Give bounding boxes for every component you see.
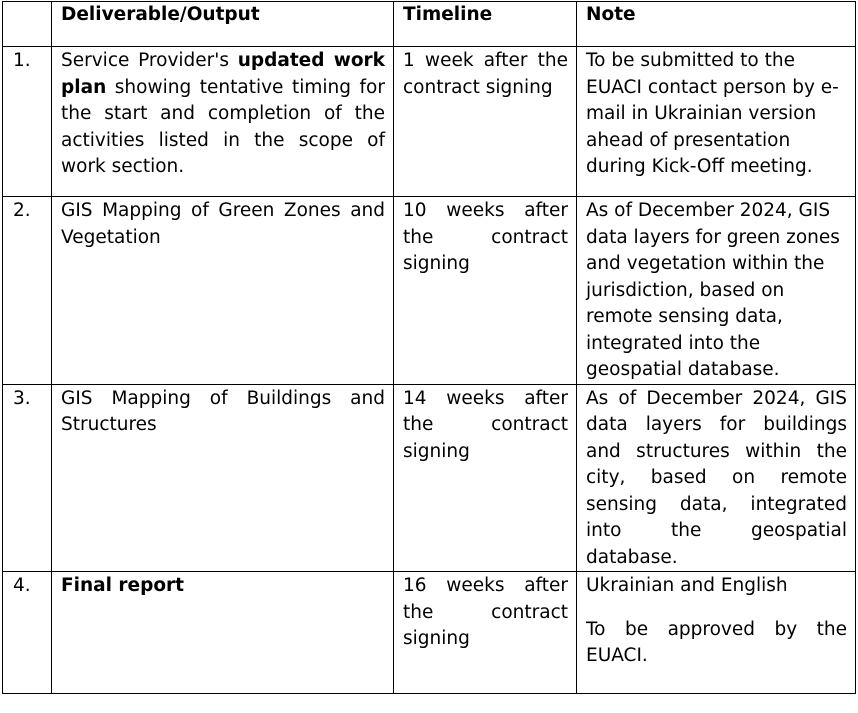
row-number: 4. bbox=[3, 572, 52, 694]
row-number: 1. bbox=[3, 47, 52, 197]
table-row bbox=[3, 572, 856, 694]
header-number bbox=[3, 2, 52, 47]
deliverable-emphasis: updated work plan bbox=[61, 50, 385, 98]
deliverable-emphasis: Final report bbox=[61, 575, 185, 596]
header-timeline: Timeline bbox=[394, 2, 577, 47]
timeline-cell: 10 weeks after the contract signing bbox=[394, 197, 577, 385]
timeline-cell: 16 weeks after the contract signing bbox=[394, 572, 577, 694]
header-row bbox=[3, 2, 856, 47]
deliverable-cell: GIS Mapping of Buildings and Structures bbox=[52, 384, 394, 572]
note-line: To be approved by the EUACI. bbox=[586, 618, 847, 666]
header-deliverable: Deliverable/Output bbox=[52, 2, 394, 47]
timeline-cell: 1 week after the contract signing bbox=[394, 47, 577, 197]
note-line: Ukrainian and English bbox=[586, 575, 788, 596]
note-cell: To be submitted to the EUACI contact person by e-mail in Ukrainian version ahead of presentation during Kick-Off meeting. bbox=[577, 47, 856, 197]
note-cell bbox=[577, 572, 856, 694]
row-number: 2. bbox=[3, 197, 52, 385]
deliverable-text: Service Provider's bbox=[61, 50, 238, 71]
deliverable-text: showing tentative timing for the start and completion of the activities listed in the scope of work section. bbox=[61, 76, 385, 177]
header-note: Note bbox=[577, 2, 856, 47]
table-row bbox=[3, 197, 856, 385]
row-number: 3. bbox=[3, 384, 52, 572]
deliverables-table bbox=[2, 1, 856, 694]
deliverable-cell bbox=[52, 47, 394, 197]
timeline-cell: 14 weeks after the contract signing bbox=[394, 384, 577, 572]
deliverable-cell: GIS Mapping of Green Zones and Vegetation bbox=[52, 197, 394, 385]
table-row bbox=[3, 47, 856, 197]
deliverable-cell bbox=[52, 572, 394, 694]
note-cell: As of December 2024, GIS data layers for buildings and structures within the city, based on remote sensing data, integrated into the geospatial database. bbox=[577, 384, 856, 572]
note-cell: As of December 2024, GIS data layers for green zones and vegetation within the jurisdiction, based on remote sensing data, integrated into the geospatial database. bbox=[577, 197, 856, 385]
table-row bbox=[3, 384, 856, 572]
